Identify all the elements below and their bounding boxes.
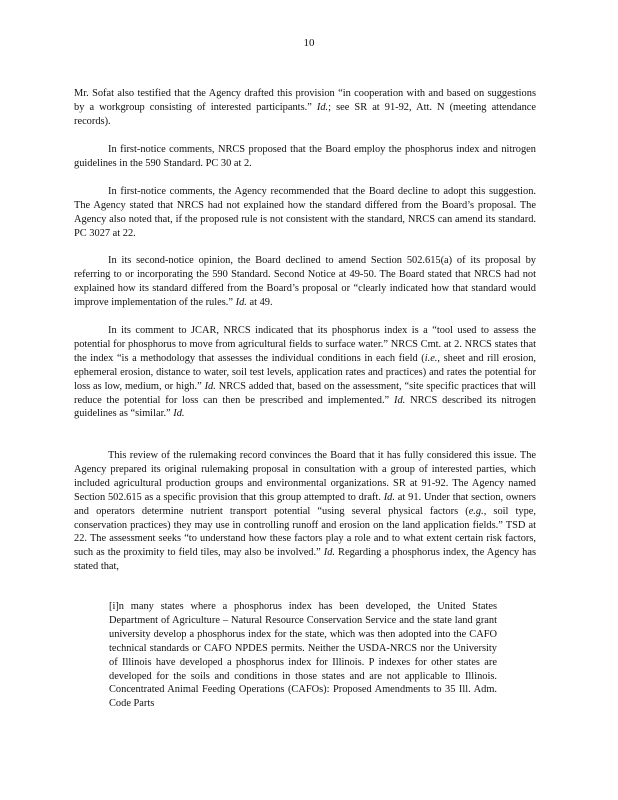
paragraph-text-mid: at 91. Under that section, owners and operators determine nutrient transport potential “using several physical factors ( xyxy=(74,491,536,517)
paragraph-text-mid3: Regarding a phosphorus index, the Agency has stated that, xyxy=(74,547,536,573)
paragraph-text: This review of the rulemaking record convinces the Board that it has fully considered this issue. The Agency prepared its original rulemaking proposal in consultation with a group of interested parties, which included agricultural production groups and environmental organizations. SR at 91-92. The Agency named Section 502.615 as a specific provision that this group attempted to draft. xyxy=(74,450,536,503)
citation-id: Id. xyxy=(383,491,395,503)
paragraph-text-mid3: NRCS described its nitrogen guidelines as “similar.” xyxy=(74,394,536,420)
citation-id: Id. xyxy=(204,380,216,392)
paragraph-text-mid: , sheet and rill erosion, ephemeral erosion, distance to water, soil test levels, application rates and practices) and rates the potential for loss as low, medium, or high.” xyxy=(74,352,536,392)
citation-id: Id. xyxy=(235,296,247,308)
paragraph-text-mid2: , soil type, conservation practices) they may use in controlling runoff and erosion on the land application fields.” TSD at 22. The assessment seeks “to understand how these factors play a role and to what extent certain risk factors, such as the proximity to field tiles, may also be involved.” xyxy=(74,505,536,559)
paragraph-tail: at 49. xyxy=(246,296,273,308)
paragraph-jcar-comment xyxy=(74,324,536,421)
paragraph-text: In first-notice comments, the Agency recommended that the Board decline to adopt this suggestion. The Agency stated that NRCS had not explained how the standard differed from the Board’s proposal. The Agency also noted that, if the proposed rule is not consistent with the standard, NRCS can amend its standard. PC 3027 at 22. xyxy=(74,186,536,239)
citation-id: Id. xyxy=(323,547,336,559)
paragraph-board-review xyxy=(74,449,536,574)
paragraph-text-mid2: NRCS added that, based on the assessment, “site specific practices that will reduce the potential for loss can then be prescribed and implemented.” xyxy=(74,380,536,406)
abbreviation-eg: e.g. xyxy=(468,505,484,517)
abbreviation-ie: i.e. xyxy=(424,352,438,364)
paragraph-text: In first-notice comments, NRCS proposed that the Board employ the phosphorus index and nitrogen guidelines in the 590 Standard. PC 30 at 2. xyxy=(74,144,536,169)
paragraph-text: Mr. Sofat also testified that the Agency drafted this provision “in cooperation with and based on suggestions by a workgroup consisting of interested participants.” xyxy=(74,88,536,113)
paragraph-text: In its comment to JCAR, NRCS indicated that its phosphorus index is a “tool used to assess the potential for phosphorus to move from agricultural fields to surface water.” NRCS Cmt. at 2. NRCS states that the index “is a methodology that assesses the individual conditions in each field ( xyxy=(74,325,536,364)
block-quote-agency: [i]n many states where a phosphorus index has been developed, the United States Department of Agriculture – Natural Resource Conservation Service and the state land grant university develop a phosphorus index for the state, which was then adopted into the CAFO technical standards or CAFO NPDES permits. Neither the USDA-NRCS nor the University of Illinois have developed a phosphorus index for Illinois. P indexes for other states are developed for the soils and conditions in those states and are not applicable to Illinois. Concentrated Animal Feeding Operations (CAFOs): Proposed Amendments to 35 Ill. Adm. Code Parts xyxy=(109,601,497,710)
paragraph-tail: ; see SR at 91-92, Att. N (meeting attendance records). xyxy=(74,101,536,127)
paragraph-agency-recommendation xyxy=(74,185,536,241)
page-number: 10 xyxy=(303,37,315,49)
paragraph-sofat-testimony xyxy=(74,87,536,129)
citation-id: Id. xyxy=(173,408,185,420)
paragraph-text: In its second-notice opinion, the Board declined to amend Section 502.615(a) of its proposal by referring to or incorporating the 590 Standard. Second Notice at 49-50. The Board stated that NRCS had not explained how its standard differed from the Board’s proposal or “clearly indicated how that standard would improve implementation of the rules.” xyxy=(74,255,536,308)
paragraph-nrcs-proposal xyxy=(74,143,536,171)
paragraph-second-notice xyxy=(74,254,536,310)
citation-id: Id. xyxy=(394,394,406,406)
citation-id: Id. xyxy=(316,101,329,113)
